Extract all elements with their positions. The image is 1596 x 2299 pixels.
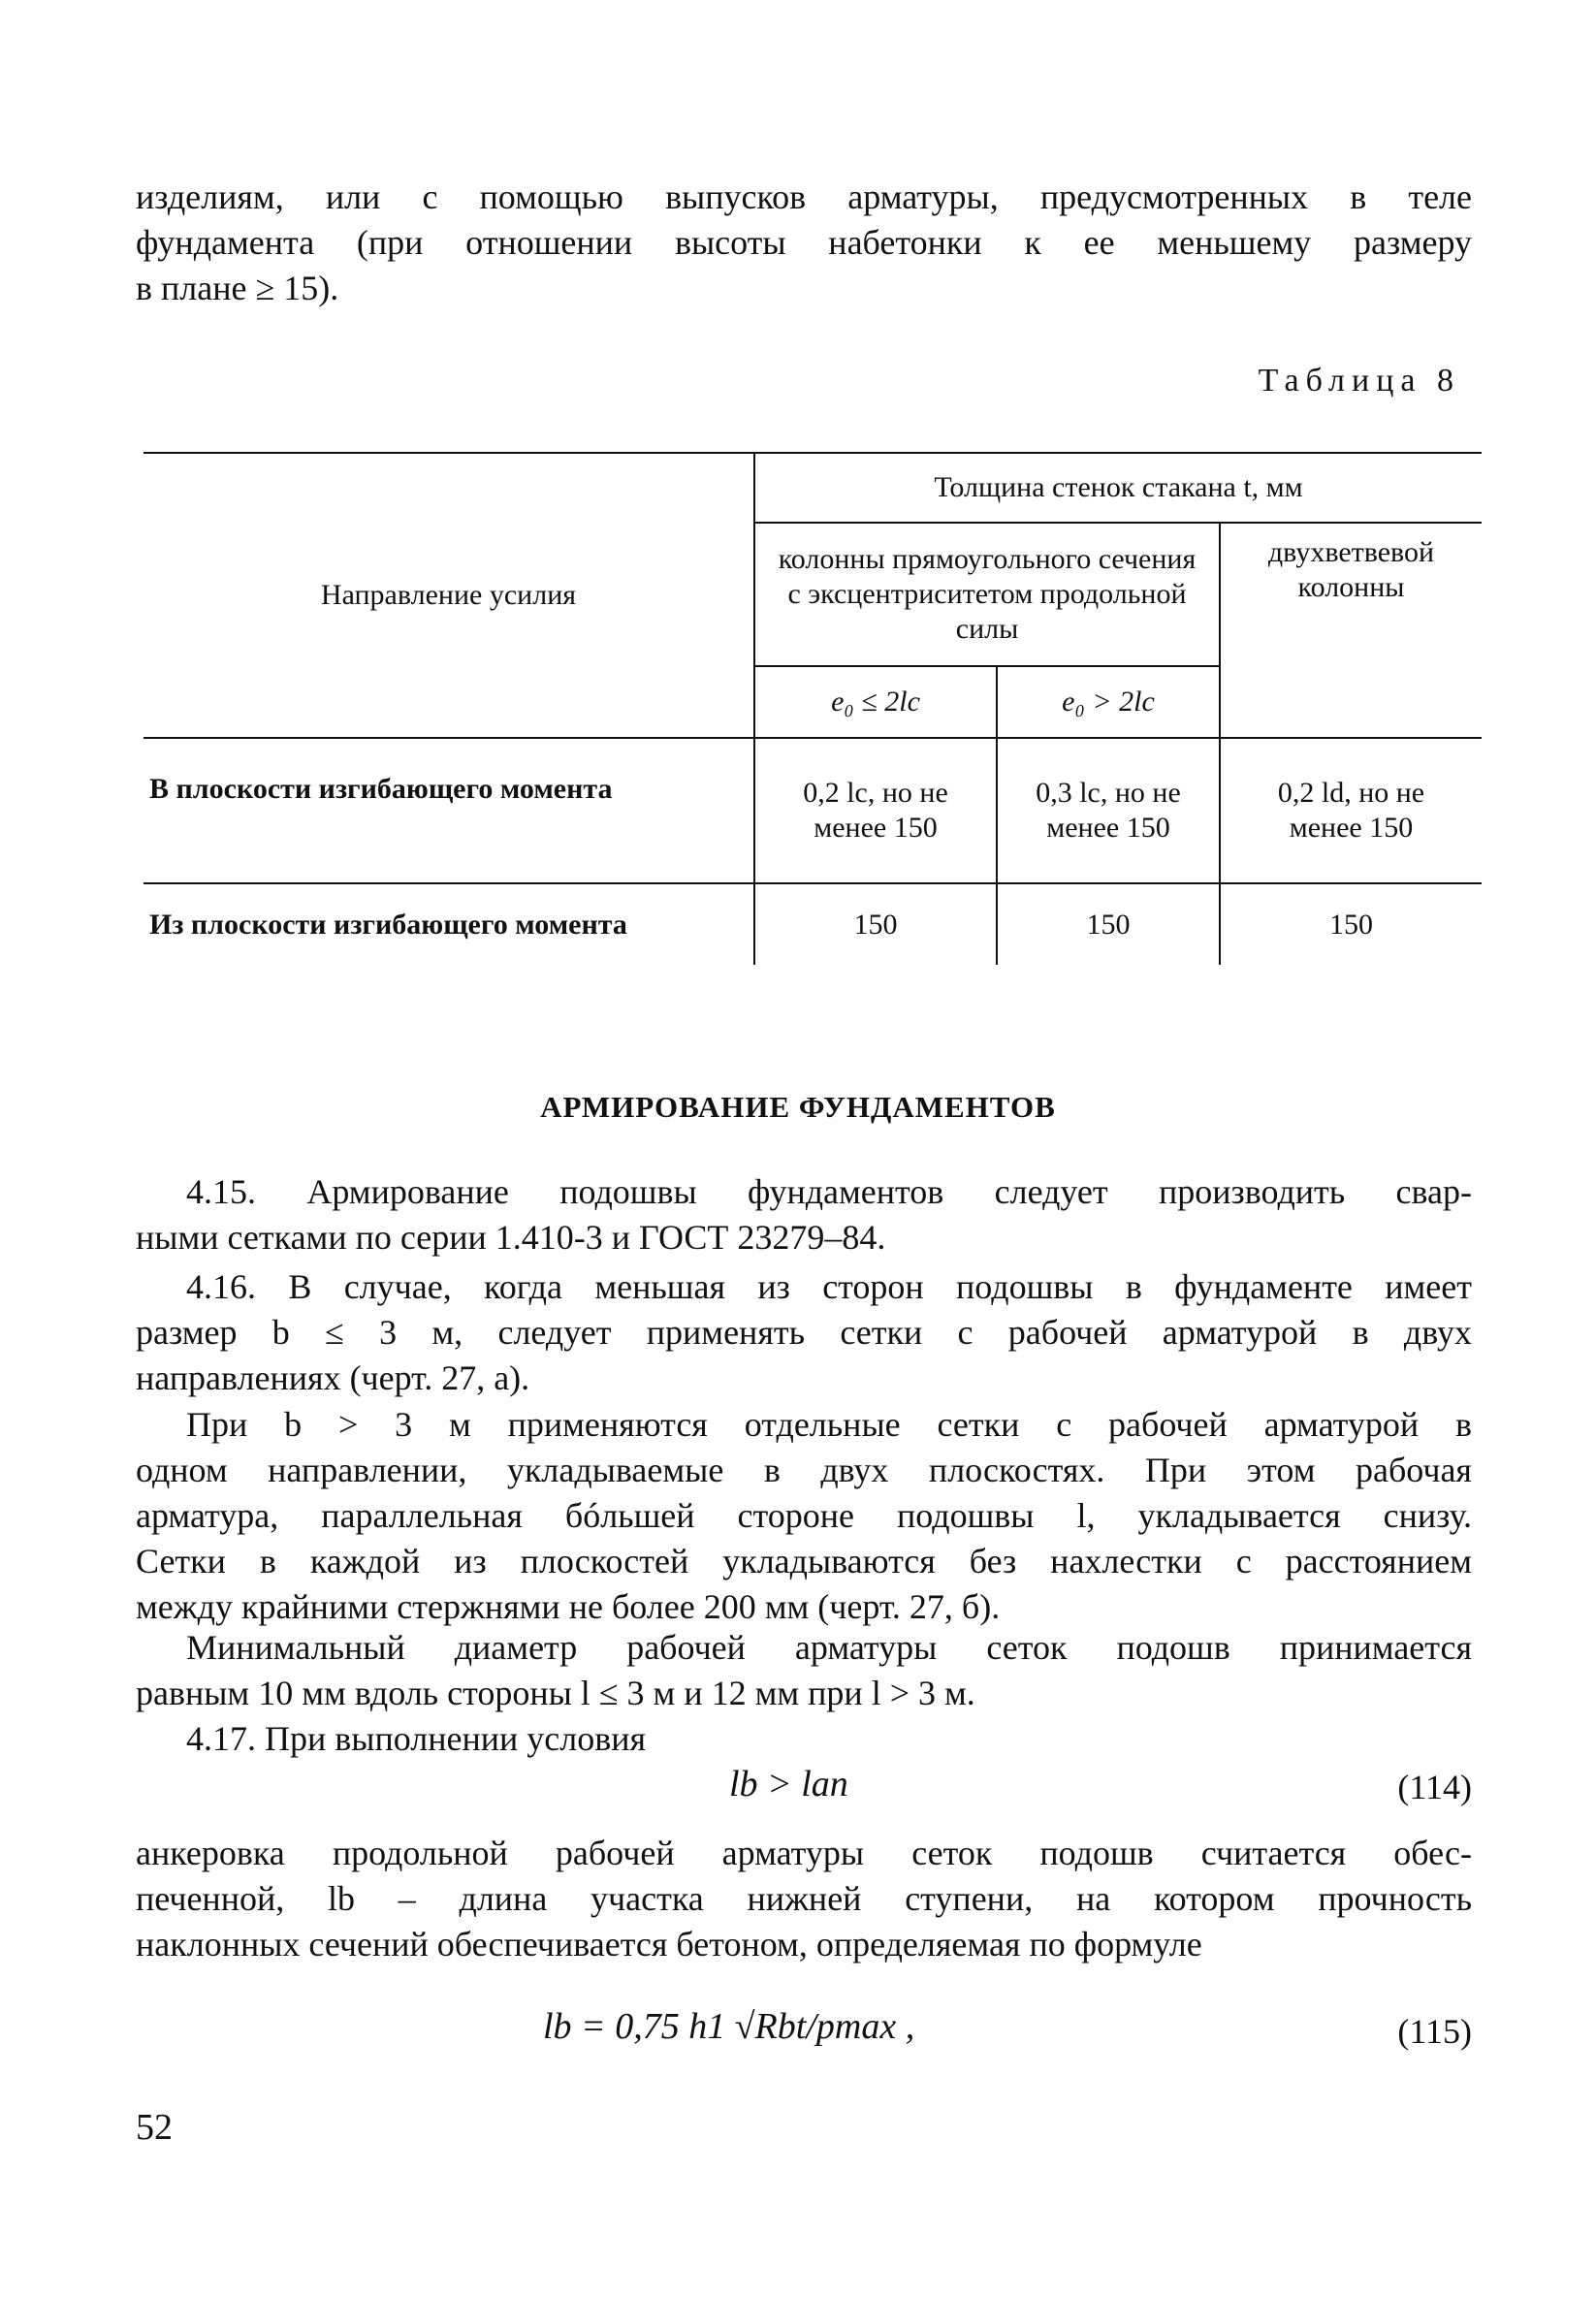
equation-number-114: (114) xyxy=(1397,1768,1472,1806)
text-line: ными сетками по серии 1.410-3 и ГОСТ 23279–84. xyxy=(136,1218,886,1257)
paragraph-4-16 xyxy=(136,1264,1472,1401)
table-cell: 150 xyxy=(754,883,997,965)
text-line: 4.17. При выполнении условия xyxy=(186,1719,647,1758)
intro-paragraph xyxy=(136,175,1472,311)
paragraph-anchorage xyxy=(136,1831,1472,1967)
text-line: фундамента (при отношении высоты набетонки к ее меньшему размеру xyxy=(136,223,1472,262)
paragraph-4-15 xyxy=(136,1169,1472,1261)
paragraph-4-17 xyxy=(136,1716,1472,1762)
table-8 xyxy=(144,452,1482,965)
text-line: При b > 3 м применяются отдельные сетки с рабочей арматурой в xyxy=(186,1405,1472,1444)
paragraph-b-greater xyxy=(136,1402,1472,1630)
page-number: 52 xyxy=(136,2107,173,2148)
section-heading: АРМИРОВАНИЕ ФУНДАМЕНТОВ xyxy=(540,1090,1056,1124)
text-line: Минимальный диаметр рабочей арматуры сеток подошв принимается xyxy=(186,1628,1472,1667)
text-line: в плане ≥ 15). xyxy=(136,269,339,307)
text-line: 4.16. В случае, когда меньшая из сторон подошвы в фундаменте имеет xyxy=(186,1267,1472,1306)
table-cell: 0,3 lc, но не менее 150 xyxy=(997,738,1220,883)
text-line: печенной, lb – длина участка нижней ступени, на котором прочность xyxy=(136,1879,1472,1918)
text-line: размер b ≤ 3 м, следует применять сетки с рабочей арматурой в двух xyxy=(136,1313,1472,1352)
text-line: наклонных сечений обеспечивается бетоном, определяемая по формуле xyxy=(136,1925,1202,1964)
text-line: анкеровка продольной рабочей арматуры сеток подошв считается обес- xyxy=(136,1834,1472,1872)
table-cell: 0,2 ld, но не менее 150 xyxy=(1220,738,1482,883)
table-cell: 150 xyxy=(1220,883,1482,965)
text-line: между крайними стержнями не более 200 мм (черт. 27, б). xyxy=(136,1587,1001,1626)
header-rect-column: колонны прямоугольного сечения с эксцентриситетом продольной силы xyxy=(754,523,1220,666)
text-line: направлениях (черт. 27, а). xyxy=(136,1358,530,1397)
header-double-column: двухветвевой колонны xyxy=(1220,523,1482,738)
table-caption: Таблица 8 xyxy=(1258,363,1460,399)
text-line: 4.15. Армирование подошвы фундаментов следует производить свар- xyxy=(186,1172,1472,1211)
row-label: В плоскости изгибающего момента xyxy=(144,738,754,883)
header-wall-thickness: Толщина стенок стакана t, мм xyxy=(754,453,1482,523)
row-label: Из плоскости изгибающего момента xyxy=(149,908,627,941)
table-cell: 150 xyxy=(997,883,1220,965)
table-cell: 0,2 lc, но не менее 150 xyxy=(754,738,997,883)
text-line: арматура, параллельная бóльшей стороне подошвы l, укладывается снизу. xyxy=(136,1496,1472,1535)
text-line: одном направлении, укладываемые в двух плоскостях. При этом рабочая xyxy=(136,1451,1472,1489)
text-line: Сетки в каждой из плоскостей укладываются без нахлестки с расстоянием xyxy=(136,1542,1472,1581)
header-direction: Направление усилия xyxy=(144,453,754,738)
formula-114: lb > lan xyxy=(729,1764,848,1804)
formula-115: lb = 0,75 h1 √Rbt/pmax , xyxy=(543,2006,915,2047)
header-cond-gt: e₀ > 2lc xyxy=(997,666,1220,738)
paragraph-min-diameter xyxy=(136,1625,1472,1716)
text-line: равным 10 мм вдоль стороны l ≤ 3 м и 12 мм при l > 3 м. xyxy=(136,1674,975,1712)
equation-number-115: (115) xyxy=(1397,2012,1472,2051)
text-line: изделиям, или с помощью выпусков арматуры, предусмотренных в теле xyxy=(136,177,1472,216)
header-cond-le: e₀ ≤ 2lc xyxy=(754,666,997,738)
